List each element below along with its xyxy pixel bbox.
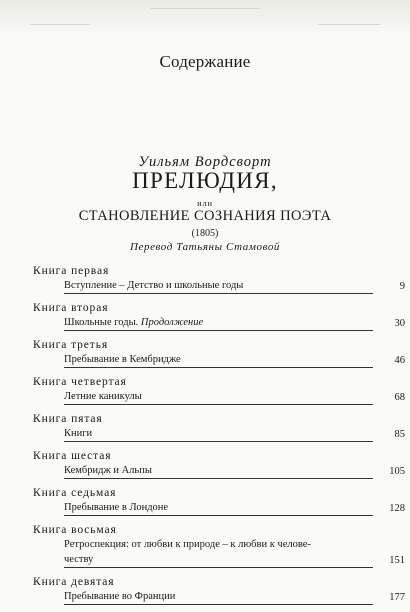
book-title: Книга вторая [33, 302, 109, 314]
chapter-line [64, 315, 405, 331]
ghost-line [150, 8, 260, 9]
toc-entry[interactable] [33, 575, 405, 605]
book-title: Книга восьмая [33, 524, 117, 536]
chapter-line [64, 589, 405, 605]
chapter-title: Кембридж и Альпы [64, 465, 152, 476]
table-of-contents [33, 264, 405, 612]
toc-entry[interactable] [33, 523, 405, 568]
book-title: Книга седьмая [33, 487, 117, 499]
toc-entry[interactable] [33, 338, 405, 368]
ghost-line [318, 24, 380, 25]
toc-entry[interactable] [33, 264, 405, 294]
book-title: Книга четвертая [33, 376, 127, 388]
chapter-line [64, 500, 405, 516]
chapter-line [64, 278, 405, 294]
work-title: ПРЕЛЮДИЯ, [132, 168, 278, 193]
previous-page-bleed [0, 0, 410, 36]
toc-entry[interactable] [33, 375, 405, 405]
book-title: Книга шестая [33, 450, 112, 462]
page-number: 68 [394, 392, 405, 403]
page-number: 128 [389, 503, 405, 514]
book-title: Книга девятая [33, 576, 115, 588]
chapter-title-italic: Продолжение [140, 317, 204, 328]
title-connector: или [197, 198, 213, 208]
book-title: Книга третья [33, 339, 109, 351]
book-title: Книга первая [33, 265, 110, 277]
chapter-title: Вступление – Детство и школьные годы [64, 280, 244, 291]
chapter-line [64, 426, 405, 442]
page-number: 30 [394, 318, 405, 329]
chapter-title: Пребывание во Франции [64, 591, 176, 602]
chapter-title: Пребывание в Лондоне [64, 502, 169, 513]
page-header: Содержание [159, 52, 251, 71]
translator-credit: Перевод Татьяны Стамовой [129, 241, 281, 253]
chapter-title: Летние каникулы [64, 391, 142, 402]
author-name: Уильям Вордсворт [138, 154, 272, 170]
page-number: 46 [394, 355, 405, 366]
chapter-title-main: Школьные годы. [64, 317, 141, 328]
page-number: 151 [389, 555, 405, 566]
publication-year: (1805) [191, 228, 219, 239]
toc-entry[interactable] [33, 301, 405, 331]
toc-entry[interactable] [33, 449, 405, 479]
chapter-title [64, 315, 203, 330]
page-number: 9 [399, 281, 405, 292]
chapter-title: Ретроспекция: от любви к природе – к любви к челове- [64, 539, 311, 550]
chapter-line [64, 389, 405, 405]
book-title: Книга пятая [33, 413, 103, 425]
chapter-line [64, 463, 405, 479]
toc-entry[interactable] [33, 412, 405, 442]
chapter-line [64, 352, 405, 368]
page-number: 105 [389, 466, 405, 477]
toc-entry[interactable] [33, 486, 405, 516]
chapter-line [64, 552, 405, 568]
page-number: 85 [394, 429, 405, 440]
ghost-line [30, 24, 90, 25]
chapter-line [64, 537, 373, 552]
chapter-title: Пребывание в Кембридже [64, 354, 181, 365]
chapter-title-continued: честву [64, 554, 94, 565]
chapter-title: Книги [64, 428, 93, 439]
page-number: 177 [389, 592, 405, 603]
work-subtitle: СТАНОВЛЕНИЕ СОЗНАНИЯ ПОЭТА [78, 208, 332, 224]
